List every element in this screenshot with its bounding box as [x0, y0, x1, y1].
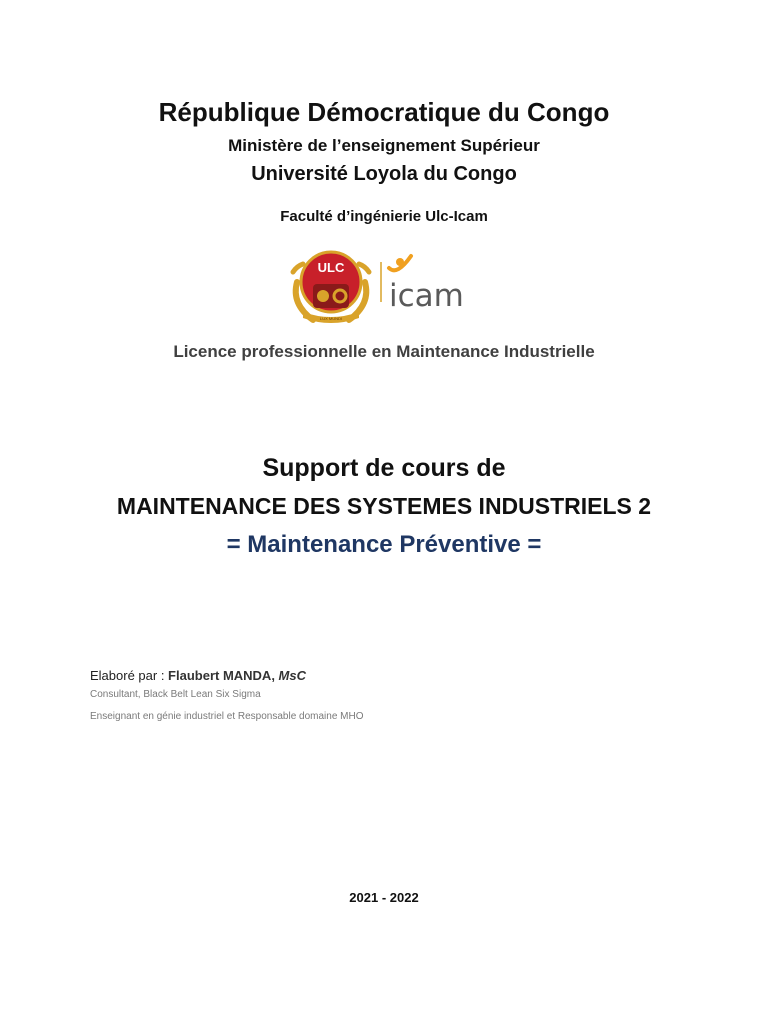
- author-role-1: Consultant, Black Belt Lean Six Sigma: [90, 689, 261, 700]
- institution-logos: [283, 242, 493, 328]
- ministry-heading: Ministère de l’enseignement Supérieur: [228, 136, 540, 155]
- ulc-logo: [293, 252, 369, 323]
- icam-logo: [389, 256, 464, 314]
- course-subtitle: = Maintenance Préventive =: [226, 531, 542, 558]
- author-prefix: Elaboré par :: [90, 668, 169, 683]
- author-degree: MsC: [278, 668, 306, 683]
- document-title-line1: Support de cours de: [262, 454, 506, 482]
- icam-logo-text: icam: [389, 278, 464, 314]
- ulc-motto: LUX MUNDI: [319, 316, 343, 321]
- faculty-heading: Faculté d’ingénierie Ulc-Icam: [280, 208, 488, 225]
- program-title: Licence professionnelle en Maintenance Industrielle: [173, 342, 595, 361]
- author-name: Flaubert MANDA,: [168, 668, 279, 683]
- author-line: [90, 668, 306, 683]
- academic-year: 2021 - 2022: [349, 890, 419, 905]
- author-role-2: Enseignant en génie industriel et Responsable domaine MHO: [90, 711, 364, 722]
- logos-graphic: [283, 242, 493, 328]
- ulc-logo-text: ULC: [317, 260, 345, 275]
- university-heading: Université Loyola du Congo: [251, 163, 517, 185]
- course-title: MAINTENANCE DES SYSTEMES INDUSTRIELS 2: [116, 493, 652, 519]
- country-heading: République Démocratique du Congo: [158, 97, 610, 127]
